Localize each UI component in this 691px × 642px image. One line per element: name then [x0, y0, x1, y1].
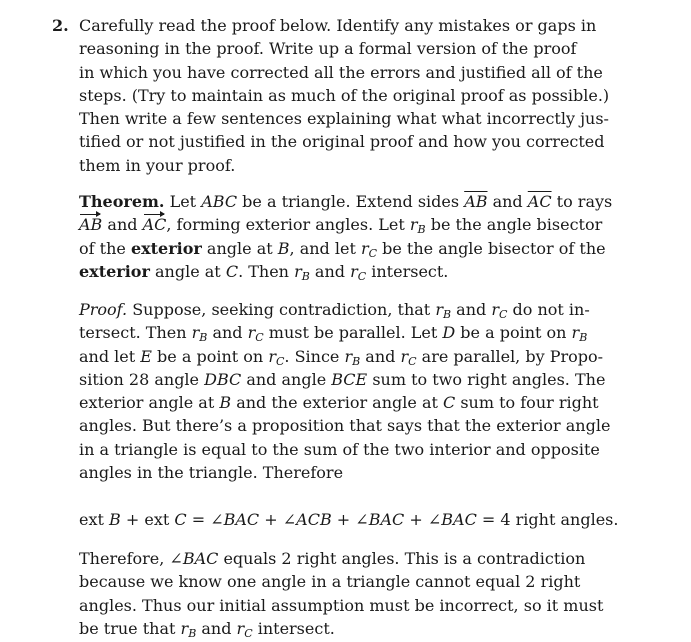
text: angle at — [201, 238, 278, 258]
exterior-bold: exterior — [79, 261, 150, 281]
angle-symbol: ∠ — [282, 510, 297, 529]
plus-sign: + — [404, 510, 428, 529]
problem-statement — [79, 14, 610, 177]
var-r: r — [236, 618, 245, 638]
text: are parallel, by Propo- — [416, 346, 604, 366]
text: and — [451, 300, 492, 319]
var-r: r — [360, 238, 369, 258]
conclusion-line — [79, 547, 599, 570]
var-e: E — [140, 346, 152, 366]
text: sum to two right angles. The — [367, 369, 606, 389]
text: must be parallel. Let — [263, 323, 443, 343]
var-d: D — [442, 323, 456, 343]
problem-line: them in your proof. — [79, 155, 236, 175]
text: sum to four right — [455, 393, 599, 413]
text: and — [309, 261, 351, 281]
theorem-line — [79, 190, 613, 213]
var-r: r — [247, 323, 256, 343]
plus-sign: + — [120, 510, 145, 529]
proof-line — [79, 368, 606, 391]
plus-sign: + — [331, 510, 356, 529]
text: and — [196, 618, 237, 638]
var-r: r — [571, 323, 580, 343]
angle-symbol: ∠ — [355, 510, 369, 529]
text: , and let — [289, 238, 361, 258]
text: do not in- — [507, 300, 590, 319]
proof-line — [79, 298, 599, 321]
plus-sign: + — [259, 510, 283, 529]
angle-bac: BAC — [441, 510, 477, 529]
proof-line — [79, 345, 604, 368]
equation-line — [79, 508, 619, 531]
var-r: r — [191, 323, 200, 343]
var-sub: C — [368, 246, 378, 260]
text: be a point on — [455, 323, 572, 343]
proof-label: Proof. — [79, 300, 128, 319]
proof-line: angles. But there’s a proposition that says that the exterior angle — [79, 416, 611, 436]
text: Therefore, — [79, 549, 170, 568]
text: intersect. — [252, 618, 335, 638]
var-r: r — [180, 618, 189, 638]
theorem-line — [79, 237, 606, 260]
text: and — [207, 323, 248, 343]
text: tersect. Then — [79, 323, 192, 343]
var-sub: B — [301, 269, 310, 283]
proof — [79, 298, 611, 484]
var-sub: C — [408, 354, 417, 368]
angle-bce: BCE — [331, 369, 368, 389]
text: and angle — [241, 369, 332, 389]
var-sub: B — [579, 331, 588, 345]
theorem-line — [79, 213, 603, 237]
var-r: r — [409, 215, 418, 235]
var-c: C — [174, 510, 187, 529]
angle-acb: ACB — [296, 510, 332, 529]
var-sub: C — [275, 354, 285, 368]
var-r: r — [268, 346, 276, 366]
text: be the angle bisector — [425, 215, 603, 235]
angle-symbol: ∠ — [427, 510, 442, 529]
problem-line: reasoning in the proof. Write up a formal version of the proof — [79, 39, 577, 59]
var-r: r — [350, 261, 358, 281]
var-r: r — [435, 300, 443, 319]
theorem-label: Theorem. — [79, 192, 165, 211]
var-sub: B — [442, 308, 452, 321]
text: , forming exterior angles. Let — [166, 215, 410, 235]
text: to rays — [551, 192, 613, 211]
ray-ac: AC — [143, 213, 167, 236]
var-c: C — [225, 261, 239, 281]
proof-line — [79, 391, 599, 414]
problem-line: Carefully read the proof below. Identify any mistakes or gaps in — [79, 16, 597, 35]
text: sition 28 angle — [79, 369, 205, 389]
problem-line: Then write a few sentences explaining what what incorrectly jus- — [79, 109, 609, 129]
angle-bac: BAC — [223, 510, 260, 529]
var-c: C — [443, 393, 456, 413]
var-b: B — [277, 238, 290, 258]
equals-sign: = — [186, 510, 211, 529]
var-r: r — [344, 346, 353, 366]
problem-line: tified or not justified in the original proof and how you corrected — [79, 132, 605, 152]
text: Suppose, seeking contradiction, that — [127, 300, 436, 319]
text: exterior angle at — [79, 393, 220, 413]
theorem — [79, 190, 613, 283]
exterior-bold: exterior — [130, 238, 202, 258]
var-sub: C — [244, 626, 253, 640]
var-r: r — [294, 261, 302, 281]
text: Let — [164, 192, 202, 211]
proof-line: angles in the triangle. Therefore — [79, 463, 344, 483]
text: be true that — [79, 618, 181, 638]
var-b: B — [219, 393, 232, 413]
text: and — [487, 192, 528, 211]
text: be a point on — [151, 346, 269, 366]
text: intersect. — [366, 261, 449, 281]
text: and — [360, 346, 401, 366]
text: equals 2 right angles. This is a contradiction — [218, 549, 586, 568]
equals-sign: = — [476, 510, 501, 529]
problem-number: 2. — [52, 16, 69, 35]
text: 4 right angles. — [500, 510, 619, 529]
conclusion-line: angles. Thus our initial assumption must be incorrect, so it must — [79, 595, 604, 615]
ray-ab: AB — [79, 213, 102, 236]
theorem-line — [79, 260, 599, 283]
text: . Then — [238, 261, 295, 281]
conclusion-line: because we know one angle in a triangle cannot equal 2 right — [79, 572, 581, 592]
var-sub: C — [357, 269, 367, 283]
text: ext — [79, 510, 110, 529]
angle-symbol: ∠ — [169, 549, 183, 568]
problem-line: steps. (Try to maintain as much of the original proof as possible.) — [79, 85, 610, 105]
angle-bac: BAC — [368, 510, 405, 529]
var-sub: B — [417, 223, 426, 237]
angle-dbc: DBC — [204, 369, 242, 389]
triangle-abc: ABC — [201, 192, 238, 211]
text: and — [102, 215, 143, 235]
var-r: r — [491, 300, 499, 319]
text: angle at — [149, 261, 226, 281]
var-r: r — [400, 346, 409, 366]
var-sub: C — [255, 331, 264, 345]
text: and the exterior angle at — [231, 393, 443, 413]
segment-ab: $\overline{AB}$ — [464, 192, 488, 211]
proof-line — [79, 321, 599, 344]
text: . Since — [284, 346, 345, 366]
equation — [79, 508, 619, 531]
angle-bac: BAC — [182, 549, 219, 568]
text: be a triangle. Extend sides — [237, 192, 465, 211]
angle-symbol: ∠ — [210, 510, 224, 529]
var-sub: C — [499, 308, 508, 321]
text: and let — [79, 346, 141, 366]
conclusion-line — [79, 617, 599, 640]
var-b: B — [109, 510, 121, 529]
conclusion — [79, 547, 604, 640]
problem-line: in which you have corrected all the errors and justified all of the — [79, 62, 603, 82]
proof-line: in a triangle is equal to the sum of the two interior and opposite — [79, 439, 600, 459]
var-sub: B — [352, 354, 361, 368]
text: ext — [144, 510, 175, 529]
segment-ac: $\overline{AC}$ — [527, 192, 552, 211]
var-sub: B — [188, 626, 197, 640]
text: be the angle bisector of the — [377, 238, 606, 258]
text: of the — [79, 238, 131, 258]
var-sub: B — [199, 331, 208, 345]
